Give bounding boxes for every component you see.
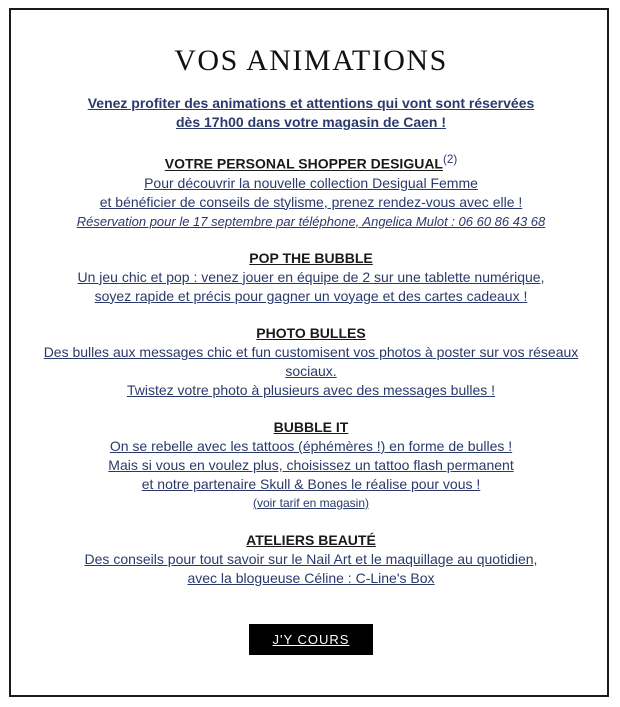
section-title[interactable]: VOTRE PERSONAL SHOPPER DESIGUAL$^{(2)}$: [164, 153, 458, 172]
section-line[interactable]: Des bulles aux messages chic et fun customisent vos photos à poster sur vos réseaux: [43, 343, 579, 360]
email-frame: [9, 8, 609, 697]
section-pop-the-bubble: [11, 249, 611, 306]
section-line[interactable]: avec la blogueuse Céline : C-Line's Box: [187, 569, 435, 586]
section-line[interactable]: Des conseils pour tout savoir sur le Nail Art et le maquillage au quotidien,: [84, 550, 538, 567]
intro-line[interactable]: Venez profiter des animations et attentions qui vont sont réservées: [87, 95, 535, 111]
price-note[interactable]: (voir tarif en magasin): [252, 495, 370, 510]
email-content: [11, 10, 611, 655]
intro-text: [11, 94, 611, 132]
footnote-ref: (2): [442, 153, 458, 166]
section-line[interactable]: Mais si vous en voulez plus, choisissez un tattoo flash permanent: [108, 456, 514, 473]
cta-wrapper: [11, 624, 611, 655]
section-line[interactable]: Twistez votre photo à plusieurs avec des messages bulles !: [126, 381, 496, 398]
section-line[interactable]: sociaux.: [285, 362, 337, 379]
section-line[interactable]: Un jeu chic et pop : venez jouer en équipe de 2 sur une tablette numérique,: [77, 268, 545, 285]
section-line[interactable]: Pour découvrir la nouvelle collection Desigual Femme: [144, 174, 478, 191]
section-line[interactable]: et notre partenaire Skull & Bones le réalise pour vous !: [141, 475, 481, 492]
section-personal-shopper: [11, 150, 611, 231]
section-title[interactable]: POP THE BUBBLE: [249, 249, 373, 266]
section-title[interactable]: PHOTO BULLES: [256, 324, 366, 341]
page-title: VOS ANIMATIONS: [174, 44, 448, 77]
section-line[interactable]: soyez rapide et précis pour gagner un voyage et des cartes cadeaux !: [94, 287, 528, 304]
section-title[interactable]: BUBBLE IT: [273, 418, 349, 435]
jy-cours-button[interactable]: J'Y COURS: [249, 624, 374, 655]
section-bubble-it: [11, 418, 611, 513]
section-ateliers-beaute: [11, 531, 611, 588]
section-line[interactable]: et bénéficier de conseils de stylisme, prenez rendez-vous avec elle !: [99, 193, 523, 210]
section-title[interactable]: ATELIERS BEAUTÉ: [246, 531, 376, 548]
section-line[interactable]: On se rebelle avec les tattoos (éphémères !) en forme de bulles !: [109, 437, 513, 454]
reservation-note[interactable]: Réservation pour le 17 septembre par téléphone, Angelica Mulot : 06 60 86 43 68: [76, 213, 546, 229]
section-photo-bulles: [11, 324, 611, 400]
intro-line[interactable]: dès 17h00 dans votre magasin de Caen !: [176, 114, 446, 130]
